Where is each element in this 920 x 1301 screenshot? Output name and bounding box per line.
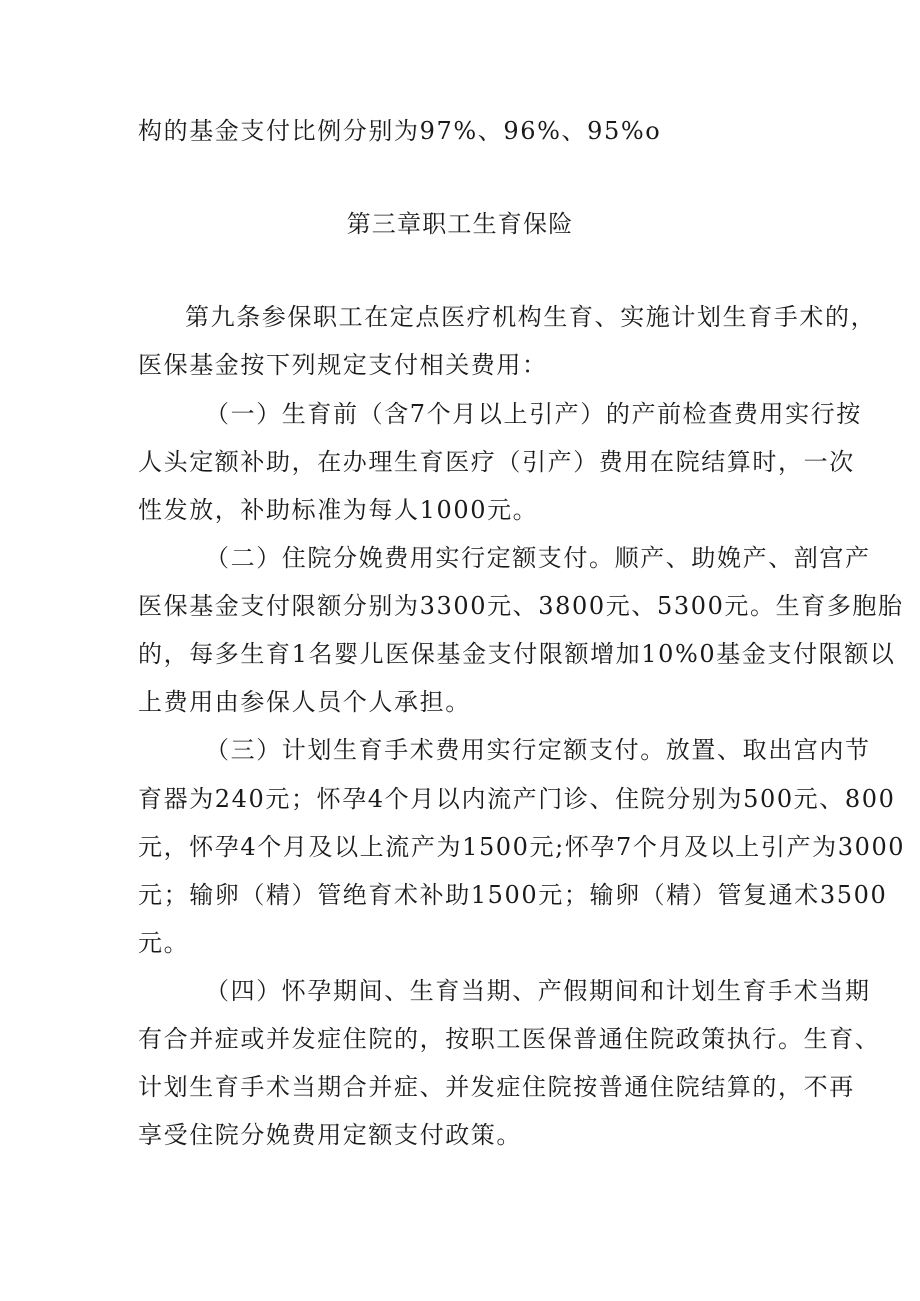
paragraph-line: 医保基金按下列规定支付相关费用： bbox=[138, 351, 548, 379]
chapter-title: 第三章职工生育保险 bbox=[346, 210, 574, 238]
paragraph-line: 元；输卵（精）管绝育术补助1500元；输卵（精）管复通术3500 bbox=[138, 881, 888, 909]
paragraph-line: 人头定额补助，在办理生育医疗（引产）费用在院结算时，一次 bbox=[138, 448, 855, 476]
paragraph-line: （二）住院分娩费用实行定额支付。顺产、助娩产、剖宫产 bbox=[205, 544, 871, 572]
paragraph-line: 元，怀孕4个月及以上流产为1500元;怀孕7个月及以上引产为3000 bbox=[138, 833, 906, 861]
paragraph-line: 元。 bbox=[138, 929, 190, 957]
paragraph-line: （三）计划生育手术费用实行定额支付。放置、取出宫内节 bbox=[205, 736, 871, 764]
paragraph-line: 性发放，补助标准为每人1000元。 bbox=[138, 496, 539, 524]
paragraph-line: 医保基金支付限额分别为3300元、3800元、5300元。生育多胞胎 bbox=[138, 592, 904, 620]
paragraph-line: 上费用由参保人员个人承担。 bbox=[138, 688, 471, 716]
paragraph-line: 的，每多生育1名婴儿医保基金支付限额增加10%0基金支付限额以 bbox=[138, 640, 896, 668]
paragraph-line: （四）怀孕期间、生育当期、产假期间和计划生育手术当期 bbox=[205, 977, 871, 1005]
paragraph-line: （一）生育前（含7个月以上引产）的产前检查费用实行按 bbox=[205, 400, 862, 428]
paragraph-line: 育器为240元；怀孕4个月以内流产门诊、住院分别为500元、800 bbox=[138, 785, 896, 813]
paragraph-line: 第九条参保职工在定点医疗机构生育、实施计划生育手术的， bbox=[185, 303, 877, 331]
paragraph-line: 享受住院分娩费用定额支付政策。 bbox=[138, 1121, 522, 1149]
continuation-line: 构的基金支付比例分别为97%、96%、95%o bbox=[138, 117, 662, 145]
paragraph-line: 计划生育手术当期合并症、并发症住院按普通住院结算的，不再 bbox=[138, 1073, 855, 1101]
paragraph-line: 有合并症或并发症住院的，按职工医保普通住院政策执行。生育、 bbox=[138, 1025, 881, 1053]
